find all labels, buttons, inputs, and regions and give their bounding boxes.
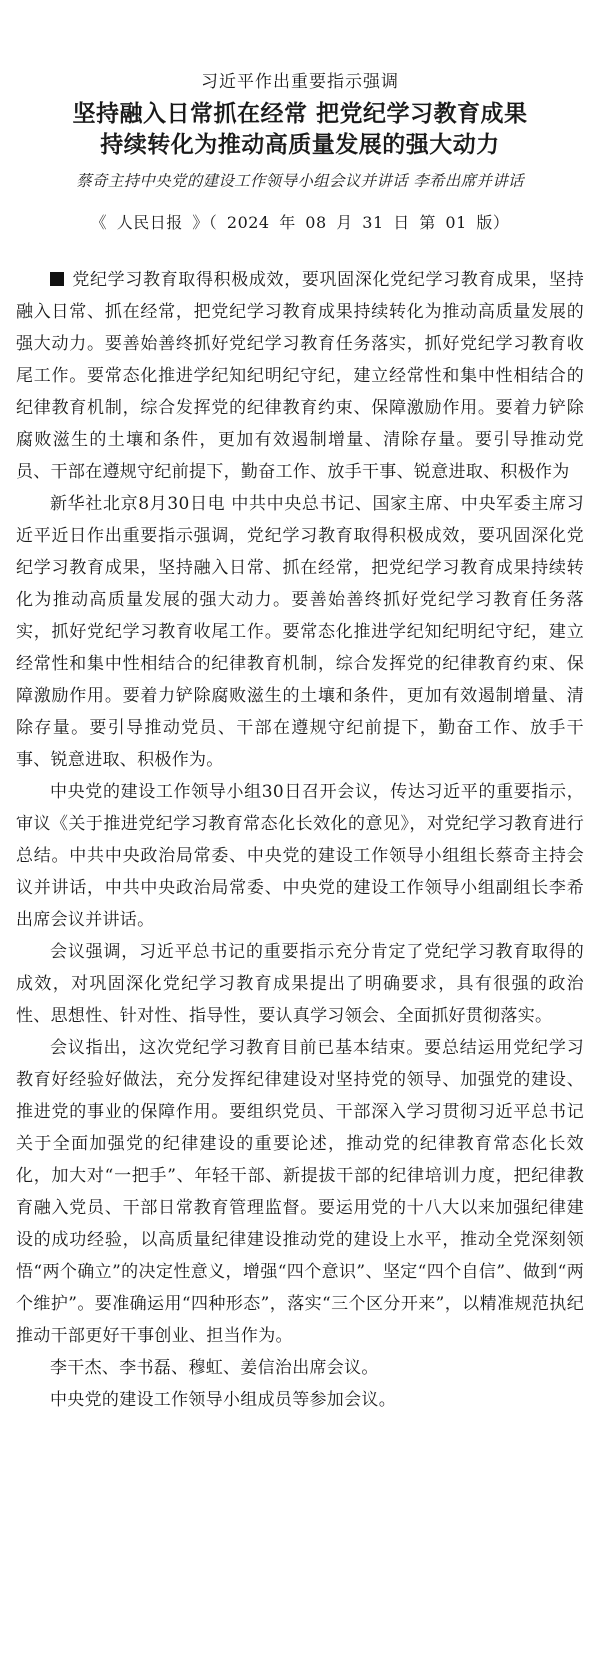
lead-paragraph <box>16 264 584 488</box>
paragraph-3: 会议强调，习近平总书记的重要指示充分肯定了党纪学习教育取得的成效，对巩固深化党纪学习教育成果提出了明确要求，具有很强的政治性、思想性、针对性、指导性，要认真学习领会、全面抓好贯彻落实。 <box>16 942 584 1026</box>
article-page <box>0 70 600 1669</box>
paragraph-4: 会议指出，这次党纪学习教育目前已基本结束。要总结运用党纪学习教育好经验好做法，充分发挥纪律建设对坚持党的领导、加强党的建设、推进党的事业的保障作用。要组织党员、干部深入学习贯彻习近平总书记关于全面加强党的纪律建设的重要论述，推动党的纪律教育常态化长效化，加大对“一把手”、年轻干部、新提拔干部的纪律培训力度，把纪律教育融入党员、干部日常教育管理监督。要运用党的十八大以来加强纪律建设的成功经验，以高质量纪律建设推动党的建设上水平，推动全党深刻领悟“两个确立”的决定性意义，增强“四个意识”、坚定“四个自信”、做到“两个维护”。要准确运用“四种形态”，落实“三个区分开来”，以精准规范执纪推动干部更好干事创业、担当作为。 <box>16 1038 584 1346</box>
headline-line-1: 坚持融入日常抓在经常 把党纪学习教育成果 <box>72 100 528 127</box>
black-square-icon <box>50 272 64 286</box>
source-line: 《 人民日报 》（ 2024 年 08 月 31 日 第 01 版） <box>90 213 510 232</box>
subheadline: 蔡奇主持中央党的建设工作领导小组会议并讲话 李希出席并讲话 <box>76 172 524 190</box>
lead-text: 党纪学习教育取得积极成效，要巩固深化党纪学习教育成果，坚持融入日常、抓在经常，把党纪学习教育成果持续转化为推动高质量发展的强大动力。要善始善终抓好党纪学习教育任务落实，抓好党纪学习教育收尾工作。要常态化推进学纪知纪明纪守纪，建立经常性和集中性相结合的纪律教育机制，综合发挥党的纪律教育约束、保障激励作用。要着力铲除腐败滋生的土壤和条件，更加有效遏制增量、清除存量。要引导推动党员、干部在遵规守纪前提下，勤奋工作、放手干事、锐意进取、积极作为 <box>16 270 584 482</box>
article-body <box>16 264 584 1416</box>
kicker-title: 习近平作出重要指示强调 <box>201 72 399 92</box>
paragraph-6: 中央党的建设工作领导小组成员等参加会议。 <box>50 1390 396 1410</box>
paragraph-5: 李干杰、李书磊、穆虹、姜信治出席会议。 <box>50 1358 379 1378</box>
headline <box>16 98 584 160</box>
article-header <box>16 70 584 192</box>
headline-line-2: 持续转化为推动高质量发展的强大动力 <box>100 131 500 158</box>
paragraph-1: 新华社北京8月30日电 中共中央总书记、国家主席、中央军委主席习近平近日作出重要指示强调，党纪学习教育取得积极成效，要巩固深化党纪学习教育成果，坚持融入日常、抓在经常，把党纪学习教育成果持续转化为推动高质量发展的强大动力。要善始善终抓好党纪学习教育任务落实，抓好党纪学习教育收尾工作。要常态化推进学纪知纪明纪守纪，建立经常性和集中性相结合的纪律教育机制，综合发挥党的纪律教育约束、保障激励作用。要着力铲除腐败滋生的土壤和条件，更加有效遏制增量、清除存量。要引导推动党员、干部在遵规守纪前提下，勤奋工作、放手干事、锐意进取、积极作为。 <box>16 494 584 770</box>
paragraph-2: 中央党的建设工作领导小组30日召开会议，传达习近平的重要指示，审议《关于推进党纪学习教育常态化长效化的意见》，对党纪学习教育进行总结。中共中央政治局常委、中央党的建设工作领导小组组长蔡奇主持会议并讲话，中共中央政治局常委、中央党的建设工作领导小组副组长李希出席会议并讲话。 <box>16 782 584 930</box>
